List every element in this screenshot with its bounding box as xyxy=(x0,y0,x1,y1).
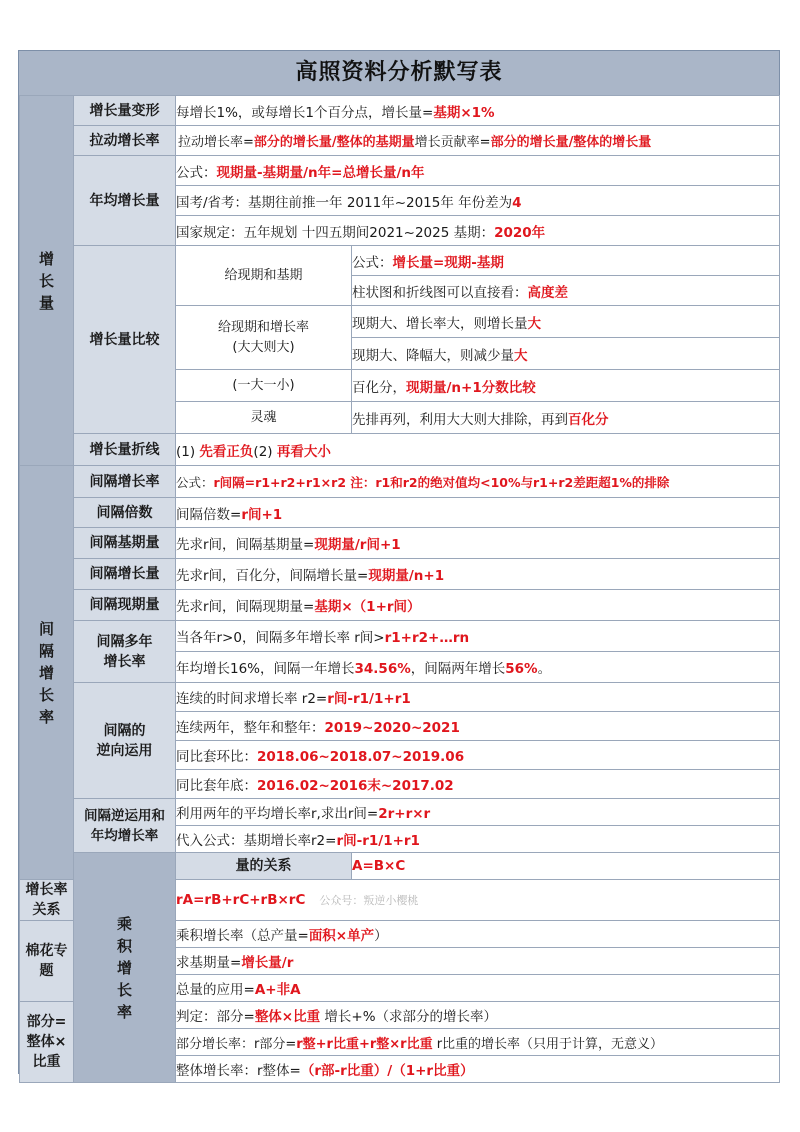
content-ldgx: A=B×C xyxy=(352,853,780,880)
watermark: 公众号：叛逆小樱桃 xyxy=(319,894,419,907)
label-jgxql: 间隔现期量 xyxy=(74,590,176,621)
sub-zzlbj-1: 给现期和基期 xyxy=(176,246,352,306)
label-jgjql: 间隔基期量 xyxy=(74,528,176,559)
content-jgnx-2: 连续两年，整年和整年：2019~2020~2021 xyxy=(176,712,780,741)
content-zzlbj-4: 现期大、降幅大，则减少量大 xyxy=(352,338,780,370)
content-zzlbj-3: 现期大、增长率大，则增长量大 xyxy=(352,306,780,338)
row-jgjql xyxy=(20,528,780,559)
row-jgzzl xyxy=(20,466,780,498)
content-jgnx-3: 同比套环比：2018.06~2018.07~2019.06 xyxy=(176,741,780,770)
sub-zzlbj-3: (一大一小) xyxy=(176,370,352,402)
content-bf-2: 部分增长率：r部分=r整+r比重+r整×r比重 r比重的增长率（只用于计算，无意义） xyxy=(176,1029,780,1056)
content-jgnx-4: 同比套年底：2016.02~2016末~2017.02 xyxy=(176,770,780,799)
section-zengzhangliang: 增长量 xyxy=(20,96,74,466)
label-zzlbj: 增长量比较 xyxy=(74,246,176,434)
summary-sheet xyxy=(18,50,780,1079)
content-zzlzx: (1) 先看正负(2) 再看大小 xyxy=(176,434,780,466)
label-mhzt: 棉花专题 xyxy=(20,921,74,1002)
content-jgjql: 先求r间，间隔基期量=现期量/r间+1 xyxy=(176,528,780,559)
content-jgnxnj-2: 代入公式：基期增长率r2=r间-r1/1+r1 xyxy=(176,826,780,853)
row-njzz-1 xyxy=(20,156,780,186)
content-jgxql: 先求r间，间隔现期量=基期×（1+r间） xyxy=(176,590,780,621)
row-jgzzl2 xyxy=(20,559,780,590)
content-njzz-1: 公式：现期量-基期量/n年=总增长量/n年 xyxy=(176,156,780,186)
content-ldzzl: 拉动增长率=部分的增长量/整体的基期量增长贡献率=部分的增长量/整体的增长量 xyxy=(176,126,780,156)
content-bf-3: 整体增长率：r整体=（r部-r比重）/（1+r比重） xyxy=(176,1056,780,1083)
row-zzlzx xyxy=(20,434,780,466)
label-ldgx: 量的关系 xyxy=(176,853,352,880)
row-zzbx xyxy=(20,96,780,126)
label-zzlgx: 增长率关系 xyxy=(20,880,74,921)
content-zzlbj-5: 百化分，现期量/n+1分数比较 xyxy=(352,370,780,402)
content-zzbx: 每增长1%，或每增长1个百分点，增长量=基期×1% xyxy=(176,96,780,126)
content-zzlbj-2: 柱状图和折线图可以直接看：高度差 xyxy=(352,276,780,306)
row-ldzzl xyxy=(20,126,780,156)
row-ldgx xyxy=(20,853,780,880)
content-jgbs: 间隔倍数=r间+1 xyxy=(176,498,780,528)
content-njzz-3: 国家规定：五年规划 十四五期间2021~2025 基期：2020年 xyxy=(176,216,780,246)
label-jgdn: 间隔多年 增长率 xyxy=(74,621,176,683)
content-zzlbj-1: 公式：增长量=现期-基期 xyxy=(352,246,780,276)
content-jgnxnj-1: 利用两年的平均增长率r,求出r间=2r+r×r xyxy=(176,799,780,826)
content-jgzzl2: 先求r间，百化分，间隔增长量=现期量/n+1 xyxy=(176,559,780,590)
label-bf: 部分= 整体×比重 xyxy=(20,1002,74,1083)
label-jgnxnj: 间隔逆运用和 年均增长率 xyxy=(74,799,176,853)
content-zzlgx: rA=rB+rC+rB×rC 公众号：叛逆小樱桃 xyxy=(176,880,780,921)
content-zzlbj-6: 先排再列，利用大大则大排除，再到百化分 xyxy=(352,402,780,434)
content-jgdn-1: 当各年r>0，间隔多年增长率 r间>r1+r2+…rn xyxy=(176,621,780,652)
formula-table xyxy=(19,95,780,1083)
page-title: 高照资料分析默写表 xyxy=(19,51,779,96)
row-jgbs xyxy=(20,498,780,528)
section-jiange: 间隔增长率 xyxy=(20,466,74,880)
row-jgnxnj-1 xyxy=(20,799,780,826)
content-njzz-2: 国考/省考：基期往前推一年 2011年~2015年 年份差为4 xyxy=(176,186,780,216)
row-jgxql xyxy=(20,590,780,621)
content-jgdn-2: 年均增长16%，间隔一年增长34.56%，间隔两年增长56%。 xyxy=(176,652,780,683)
label-jgbs: 间隔倍数 xyxy=(74,498,176,528)
content-mhzt-3: 总量的应用=A+非A xyxy=(176,975,780,1002)
label-njzz: 年均增长量 xyxy=(74,156,176,246)
content-jgzzl: 公式：r间隔=r1+r2+r1×r2 注：r1和r2的绝对值均<10%与r1+r2差距超1%的排除 xyxy=(176,466,780,498)
row-jgnx-1 xyxy=(20,683,780,712)
label-ldzzl: 拉动增长率 xyxy=(74,126,176,156)
section-chengji: 乘积增长率 xyxy=(74,853,176,1083)
label-zzbx: 增长量变形 xyxy=(74,96,176,126)
label-jgzzl: 间隔增长率 xyxy=(74,466,176,498)
content-jgnx-1: 连续的时间求增长率 r2=r间-r1/1+r1 xyxy=(176,683,780,712)
content-mhzt-1: 乘积增长率（总产量=面积×单产） xyxy=(176,921,780,948)
row-zzlbj-1 xyxy=(20,246,780,276)
row-jgdn-1 xyxy=(20,621,780,652)
label-zzlzx: 增长量折线 xyxy=(74,434,176,466)
content-bf-1: 判定：部分=整体×比重 增长+%（求部分的增长率） xyxy=(176,1002,780,1029)
label-jgzzl2: 间隔增长量 xyxy=(74,559,176,590)
sub-zzlbj-4: 灵魂 xyxy=(176,402,352,434)
label-jgnx: 间隔的 逆向运用 xyxy=(74,683,176,799)
sub-zzlbj-2: 给现期和增长率 (大大则大) xyxy=(176,306,352,370)
content-mhzt-2: 求基期量=增长量/r xyxy=(176,948,780,975)
